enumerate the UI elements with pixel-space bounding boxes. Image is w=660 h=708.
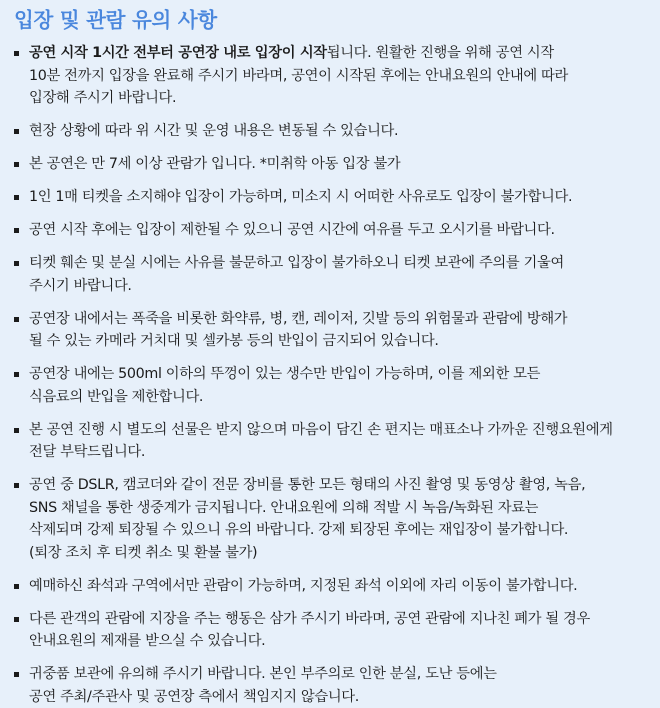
notice-item-text: 공연 시작 1시간 전부터 공연장 내로 입장이 시작됩니다. 원활한 진행을 위해 공연 시작 10분 전까지 입장을 완료해 주시기 바라며, 공연이 시작된 후에는 안내요원의 안내에 따라 입장해 주시기 바랍니다.: [29, 45, 568, 106]
bullet-icon: [14, 372, 19, 377]
notice-item-text: 공연 중 DSLR, 캠코더와 같이 전문 장비를 통한 모든 형태의 사진 촬영 및 동영상 촬영, 녹음, SNS 채널을 통한 생중계가 금지됩니다. 안내요원에 의해 적발 시 녹음/녹화된 자료는 삭제되며 강제 퇴장될 수 있으니 유의 바랍니다. 강제 퇴장된 후에는 재입장이 불가합니다. (퇴장 조치 후 티켓 취소 및 환불 불가): [29, 477, 586, 561]
bullet-icon: [14, 228, 19, 233]
notice-item-text: 예매하신 좌석과 구역에서만 관람이 가능하며, 지정된 좌석 이외에 자리 이동이 불가합니다.: [29, 577, 578, 594]
notice-item: [14, 153, 650, 176]
notice-item-text: 공연 시작 후에는 입장이 제한될 수 있으니 공연 시간에 여유를 두고 오시기를 바랍니다.: [29, 222, 555, 238]
notice-title: 입장 및 관람 유의 사항: [14, 8, 217, 32]
notice-item-text: 본 공연은 만 7세 이상 관람가 입니다. *미취학 아동 입장 불가: [29, 156, 401, 172]
notice-item: [14, 186, 650, 209]
notice-item: [14, 575, 650, 598]
bullet-icon: [14, 584, 19, 589]
notice-item: [14, 363, 650, 408]
bullet-icon: [14, 317, 19, 322]
bullet-icon: [14, 51, 19, 56]
notice-item-text: 1인 1매 티켓을 소지해야 입장이 가능하며, 미소지 시 어떠한 사유로도 입장이 불가합니다.: [29, 189, 573, 205]
bullet-icon: [14, 261, 19, 266]
bullet-icon: [14, 129, 19, 134]
notice-item-text: 귀중품 보관에 유의해 주시기 바랍니다. 본인 부주의로 인한 분실, 도난 등에는 공연 주최/주관사 및 공연장 측에서 책임지지 않습니다.: [29, 666, 497, 705]
bullet-icon: [14, 428, 19, 433]
notice-item: [14, 219, 650, 242]
notice-item-text: 티켓 훼손 및 분실 시에는 사유를 불문하고 입장이 불가하오니 티켓 보관에 주의를 기울여 주시기 바랍니다.: [29, 255, 564, 294]
bullet-icon: [14, 162, 19, 167]
notice-list: [14, 42, 650, 708]
notice-item: [14, 608, 650, 653]
notice-item: [14, 308, 650, 353]
notice-item-text: 다른 관객의 관람에 지장을 주는 행동은 삼가 주시기 바라며, 공연 관람에 지나친 폐가 될 경우 안내요원의 제재를 받으실 수 있습니다.: [29, 610, 590, 649]
notice-item-text: 본 공연 진행 시 별도의 선물은 받지 않으며 마음이 담긴 손 편지는 매표소나 가까운 진행요원에게 전달 부탁드립니다.: [29, 421, 613, 460]
notice-item: [14, 419, 650, 464]
bullet-icon: [14, 483, 19, 488]
bullet-icon: [14, 195, 19, 200]
notice-item-text: 공연장 내에는 500ml 이하의 뚜껑이 있는 생수만 반입이 가능하며, 이를 제외한 모든 식음료의 반입을 제한합니다.: [29, 366, 541, 405]
notice-item: [14, 474, 650, 564]
notice-item: [14, 120, 650, 143]
notice-item: [14, 252, 650, 297]
notice-item-text: 공연장 내에서는 폭죽을 비롯한 화약류, 병, 캔, 레이저, 깃발 등의 위험물과 관람에 방해가 될 수 있는 카메라 거치대 및 셀카봉 등의 반입이 금지되어 있습니다.: [29, 310, 568, 349]
notice-item-text: 현장 상황에 따라 위 시간 및 운영 내용은 변동될 수 있습니다.: [29, 123, 399, 139]
bullet-icon: [14, 672, 19, 677]
notice-item: [14, 42, 650, 110]
bullet-icon: [14, 617, 19, 622]
notice-item: [14, 663, 650, 708]
notice-item-emphasis: 공연 시작 1시간 전부터 공연장 내로 입장이 시작: [29, 45, 327, 61]
